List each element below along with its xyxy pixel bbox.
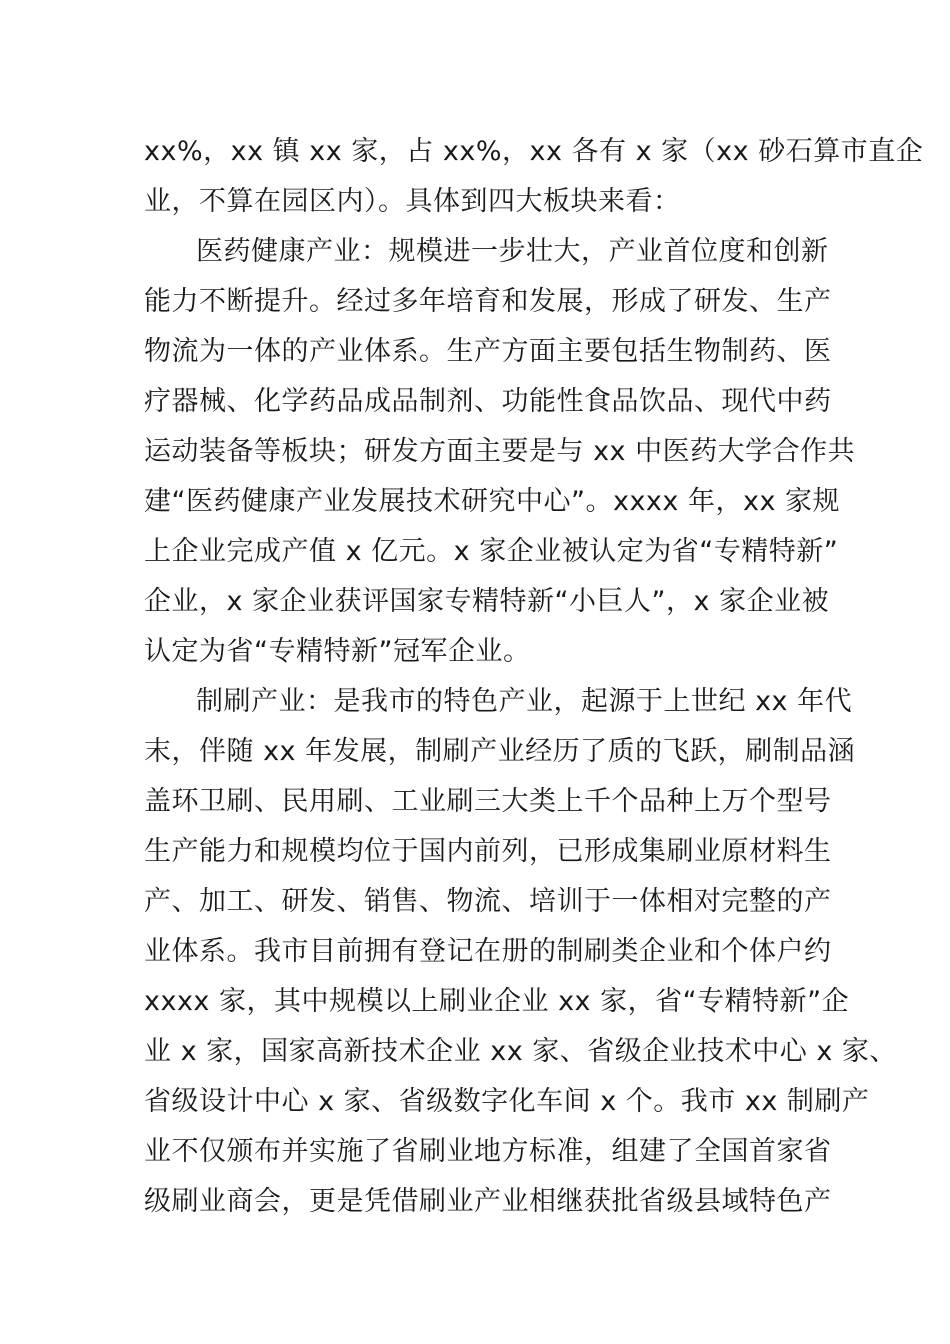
text-line: 业 x 家，国家高新技术企业 xx 家、省级企业技术中心 x 家、 <box>144 1036 897 1067</box>
text-line: 生产能力和规模均位于国内前列，已形成集刷业原材料生 <box>144 836 832 867</box>
text-line: xx%，xx 镇 xx 家，占 xx%，xx 各有 x 家（xx 砂石算市直企 <box>144 136 924 167</box>
text-line: 建“医药健康产业发展技术研究中心”。xxxx 年，xx 家规 <box>144 486 841 517</box>
text-line: 认定为省“专精特新”冠军企业。 <box>144 636 531 667</box>
text-line: 疗器械、化学药品成品制剂、功能性食品饮品、现代中药 <box>144 386 832 417</box>
text-line: 能力不断提升。经过多年培育和发展，形成了研发、生产 <box>144 286 832 317</box>
paragraph-start-brush: 制刷产业：是我市的特色产业，起源于上世纪 xx 年代 <box>196 686 853 717</box>
text-line: 运动装备等板块；研发方面主要是与 xx 中医药大学合作共 <box>144 436 856 467</box>
text-line: xxxx 家，其中规模以上刷业企业 xx 家，省“专精特新”企 <box>144 986 850 1017</box>
text-line: 盖环卫刷、民用刷、工业刷三大类上千个品种上万个型号 <box>144 786 832 817</box>
text-line: 级刷业商会，更是凭借刷业产业相继获批省级县域特色产 <box>144 1186 832 1217</box>
text-line: 产、加工、研发、销售、物流、培训于一体相对完整的产 <box>144 886 832 917</box>
text-line: 物流为一体的产业体系。生产方面主要包括生物制药、医 <box>144 336 832 367</box>
text-line: 业不仅颁布并实施了省刷业地方标准，组建了全国首家省 <box>144 1136 832 1167</box>
text-line: 企业，x 家企业获评国家专精特新“小巨人”，x 家企业被 <box>144 586 830 617</box>
text-line: 省级设计中心 x 家、省级数字化车间 x 个。我市 xx 制刷产 <box>144 1086 870 1117</box>
paragraph-start-pharma: 医药健康产业：规模进一步壮大，产业首位度和创新 <box>196 236 829 267</box>
text-line: 业体系。我市目前拥有登记在册的制刷类企业和个体户约 <box>144 936 832 967</box>
text-line: 末，伴随 xx 年发展，制刷产业经历了质的飞跃，刷制品涵 <box>144 736 856 767</box>
text-line: 业，不算在园区内）。具体到四大板块来看： <box>144 186 681 217</box>
text-line: 上企业完成产值 x 亿元。x 家企业被认定为省“专精特新” <box>144 536 839 567</box>
